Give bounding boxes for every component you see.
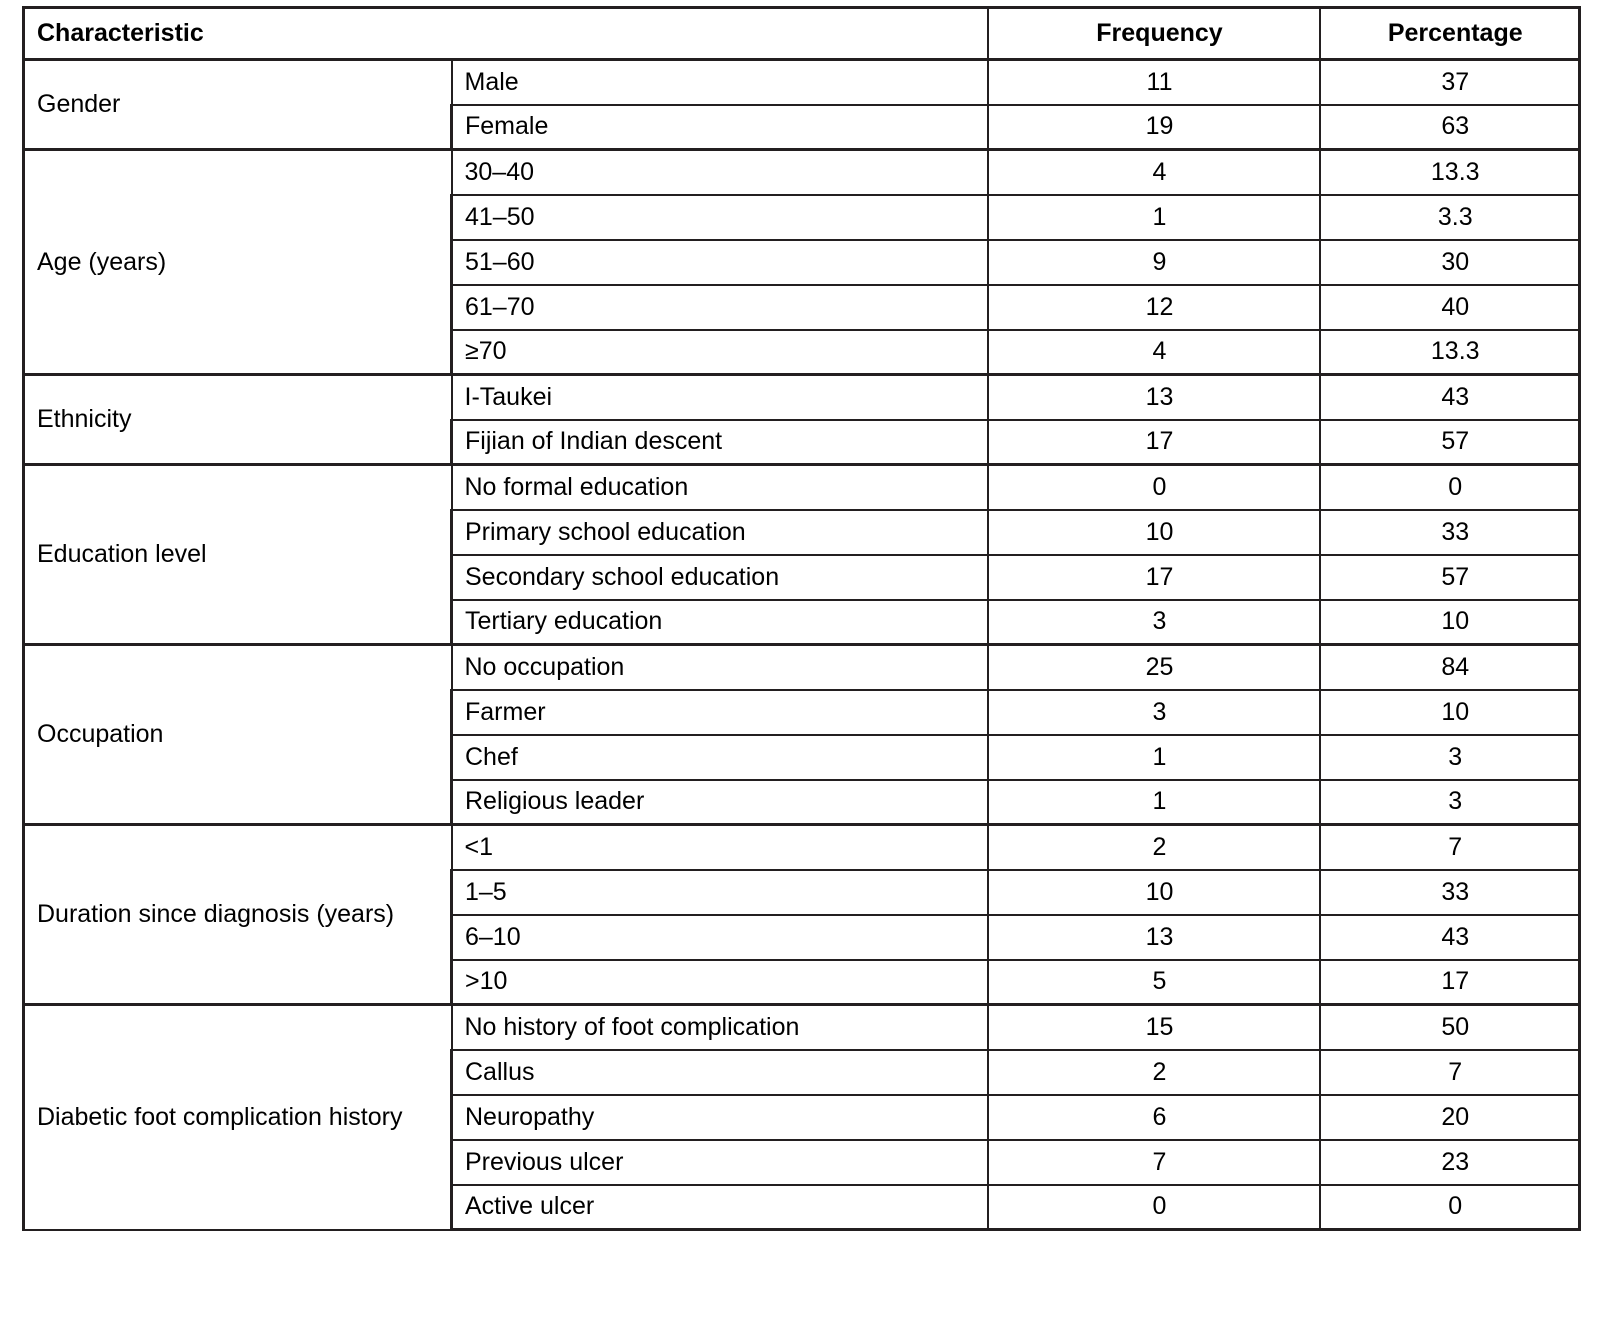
frequency-value: 13: [988, 915, 1320, 960]
frequency-value: 9: [988, 240, 1320, 285]
frequency-value: 19: [988, 105, 1320, 150]
frequency-value: 17: [988, 420, 1320, 465]
percentage-value: 40: [1320, 285, 1580, 330]
table-row: [24, 375, 1580, 420]
characteristic-category: 41–50: [452, 195, 988, 240]
percentage-value: 13.3: [1320, 330, 1580, 375]
percentage-value: 30: [1320, 240, 1580, 285]
frequency-value: 6: [988, 1095, 1320, 1140]
characteristic-category: Chef: [452, 735, 988, 780]
characteristic-group-label: Occupation: [24, 645, 452, 825]
frequency-value: 17: [988, 555, 1320, 600]
percentage-value: 57: [1320, 420, 1580, 465]
percentage-value: 23: [1320, 1140, 1580, 1185]
frequency-value: 25: [988, 645, 1320, 690]
characteristic-category: 61–70: [452, 285, 988, 330]
characteristic-category: Neuropathy: [452, 1095, 988, 1140]
percentage-value: 3: [1320, 735, 1580, 780]
characteristic-group-label: Education level: [24, 465, 452, 645]
characteristic-category: Fijian of Indian descent: [452, 420, 988, 465]
percentage-value: 84: [1320, 645, 1580, 690]
column-header-characteristic: Characteristic: [24, 8, 988, 60]
percentage-value: 33: [1320, 510, 1580, 555]
characteristic-category: Previous ulcer: [452, 1140, 988, 1185]
frequency-value: 0: [988, 465, 1320, 510]
characteristics-table-container: [22, 6, 1578, 1231]
frequency-value: 1: [988, 735, 1320, 780]
characteristic-category: I-Taukei: [452, 375, 988, 420]
characteristic-group-label: Diabetic foot complication history: [24, 1005, 452, 1230]
table-row: [24, 150, 1580, 195]
characteristic-category: 51–60: [452, 240, 988, 285]
percentage-value: 43: [1320, 915, 1580, 960]
frequency-value: 0: [988, 1185, 1320, 1230]
frequency-value: 7: [988, 1140, 1320, 1185]
percentage-value: 63: [1320, 105, 1580, 150]
characteristic-category: No history of foot complication: [452, 1005, 988, 1050]
percentage-value: 3.3: [1320, 195, 1580, 240]
frequency-value: 3: [988, 690, 1320, 735]
percentage-value: 17: [1320, 960, 1580, 1005]
percentage-value: 10: [1320, 690, 1580, 735]
characteristic-group-label: Gender: [24, 60, 452, 150]
percentage-value: 57: [1320, 555, 1580, 600]
characteristic-category: Farmer: [452, 690, 988, 735]
percentage-value: 7: [1320, 825, 1580, 870]
characteristic-category: Tertiary education: [452, 600, 988, 645]
characteristic-category: Female: [452, 105, 988, 150]
participant-characteristics-table: [22, 6, 1581, 1231]
percentage-value: 10: [1320, 600, 1580, 645]
characteristic-category: Primary school education: [452, 510, 988, 555]
percentage-value: 37: [1320, 60, 1580, 105]
percentage-value: 7: [1320, 1050, 1580, 1095]
characteristic-category: 6–10: [452, 915, 988, 960]
characteristic-category: Active ulcer: [452, 1185, 988, 1230]
table-row: [24, 465, 1580, 510]
frequency-value: 15: [988, 1005, 1320, 1050]
percentage-value: 43: [1320, 375, 1580, 420]
table-header: [24, 8, 1580, 60]
frequency-value: 3: [988, 600, 1320, 645]
characteristic-group-label: Ethnicity: [24, 375, 452, 465]
percentage-value: 3: [1320, 780, 1580, 825]
characteristic-category: >10: [452, 960, 988, 1005]
frequency-value: 11: [988, 60, 1320, 105]
column-header-percentage: Percentage: [1320, 8, 1580, 60]
table-body: [24, 60, 1580, 1230]
table-row: [24, 825, 1580, 870]
table-row: [24, 60, 1580, 105]
characteristic-category: Male: [452, 60, 988, 105]
percentage-value: 0: [1320, 1185, 1580, 1230]
frequency-value: 1: [988, 195, 1320, 240]
characteristic-category: ≥70: [452, 330, 988, 375]
frequency-value: 2: [988, 825, 1320, 870]
characteristic-group-label: Duration since diagnosis (years): [24, 825, 452, 1005]
characteristic-category: Callus: [452, 1050, 988, 1095]
percentage-value: 0: [1320, 465, 1580, 510]
characteristic-category: No occupation: [452, 645, 988, 690]
frequency-value: 12: [988, 285, 1320, 330]
column-header-frequency: Frequency: [988, 8, 1320, 60]
characteristic-category: 1–5: [452, 870, 988, 915]
table-row: [24, 645, 1580, 690]
frequency-value: 10: [988, 510, 1320, 555]
table-row: [24, 1005, 1580, 1050]
frequency-value: 5: [988, 960, 1320, 1005]
frequency-value: 10: [988, 870, 1320, 915]
percentage-value: 50: [1320, 1005, 1580, 1050]
percentage-value: 13.3: [1320, 150, 1580, 195]
frequency-value: 1: [988, 780, 1320, 825]
characteristic-category: Secondary school education: [452, 555, 988, 600]
characteristic-group-label: Age (years): [24, 150, 452, 375]
characteristic-category: <1: [452, 825, 988, 870]
frequency-value: 4: [988, 330, 1320, 375]
percentage-value: 33: [1320, 870, 1580, 915]
frequency-value: 2: [988, 1050, 1320, 1095]
frequency-value: 4: [988, 150, 1320, 195]
table-header-row: [24, 8, 1580, 60]
percentage-value: 20: [1320, 1095, 1580, 1140]
characteristic-category: 30–40: [452, 150, 988, 195]
frequency-value: 13: [988, 375, 1320, 420]
characteristic-category: Religious leader: [452, 780, 988, 825]
characteristic-category: No formal education: [452, 465, 988, 510]
